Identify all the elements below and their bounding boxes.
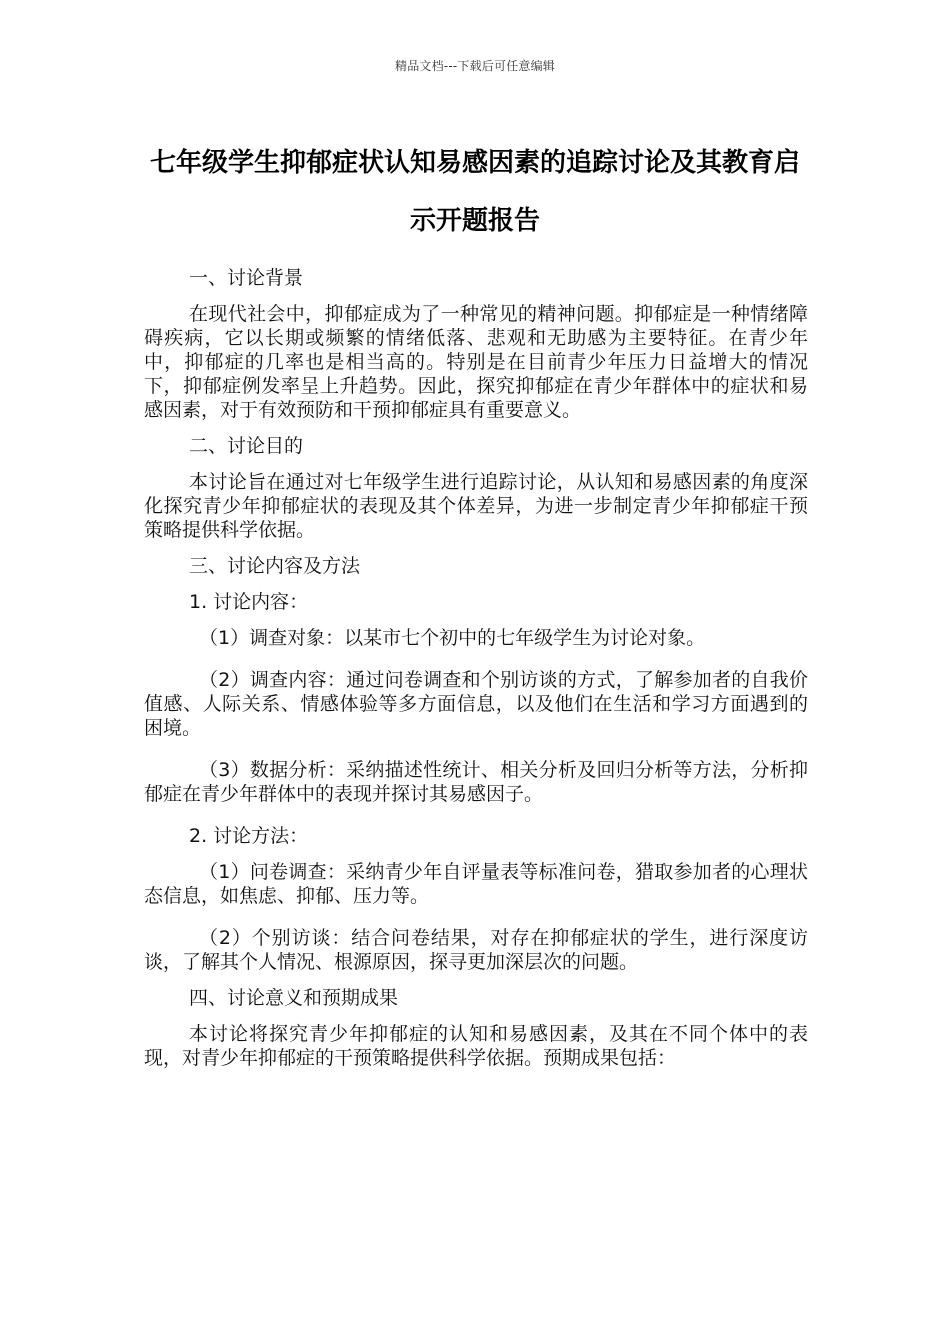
section-heading-significance: 四、讨论意义和预期成果 bbox=[189, 987, 399, 1009]
background-paragraph: 在现代社会中，抑郁症成为了一种常见的精神问题。抑郁症是一种情绪障碍疾病，它以长期或频繁的情绪低落、悲观和无助感为主要特征。在青少年中，抑郁症的几率也是相当高的。特别是在目前青少年压力日益增大的情况下，抑郁症例发率呈上升趋势。因此，探究抑郁症在青少年群体中的症状和易感因素，对于有效预防和干预抑郁症具有重要意义。 bbox=[144, 303, 808, 421]
significance-paragraph: 本讨论将探究青少年抑郁症的认知和易感因素，及其在不同个体中的表现，对青少年抑郁症的干预策略提供科学依据。预期成果包括： bbox=[144, 1023, 808, 1069]
method-item-interview: （2）个别访谈：结合问卷结果，对存在抑郁症状的学生，进行深度访谈，了解其个人情况、根源原因，探寻更加深层次的问题。 bbox=[144, 927, 808, 973]
purpose-paragraph: 本讨论旨在通过对七年级学生进行追踪讨论，从认知和易感因素的角度深化探究青少年抑郁症状的表现及其个体差异，为进一步制定青少年抑郁症干预策略提供科学依据。 bbox=[144, 471, 808, 541]
content-item-survey: （2）调查内容：通过问卷调查和个别访谈的方式，了解参加者的自我价值感、人际关系、情感体验等多方面信息，以及他们在生活和学习方面遇到的困境。 bbox=[144, 669, 808, 739]
content-item-subjects: （1）调查对象：以某市七个初中的七年级学生为讨论对象。 bbox=[199, 627, 706, 649]
page-header: 精品文档---下载后可任意编辑 bbox=[395, 59, 555, 73]
section-heading-content-methods: 三、讨论内容及方法 bbox=[189, 555, 361, 577]
subheading-methods: 2. 讨论方法： bbox=[189, 825, 309, 847]
method-item-questionnaire: （1）问卷调查：采纳青少年自评量表等标准问卷，猎取参加者的心理状态信息，如焦虑、抑郁、压力等。 bbox=[144, 861, 808, 907]
document-title: 七年级学生抑郁症状认知易感因素的追踪讨论及其教育启示开题报告 bbox=[149, 148, 800, 236]
document-body bbox=[144, 266, 808, 1082]
content-item-analysis: （3）数据分析：采纳描述性统计、相关分析及回归分析等方法，分析抑郁症在青少年群体中的表现并探讨其易感因子。 bbox=[144, 759, 808, 805]
section-heading-purpose: 二、讨论目的 bbox=[189, 435, 304, 457]
subheading-content: 1. 讨论内容： bbox=[189, 591, 309, 613]
section-heading-background: 一、讨论背景 bbox=[189, 267, 304, 289]
